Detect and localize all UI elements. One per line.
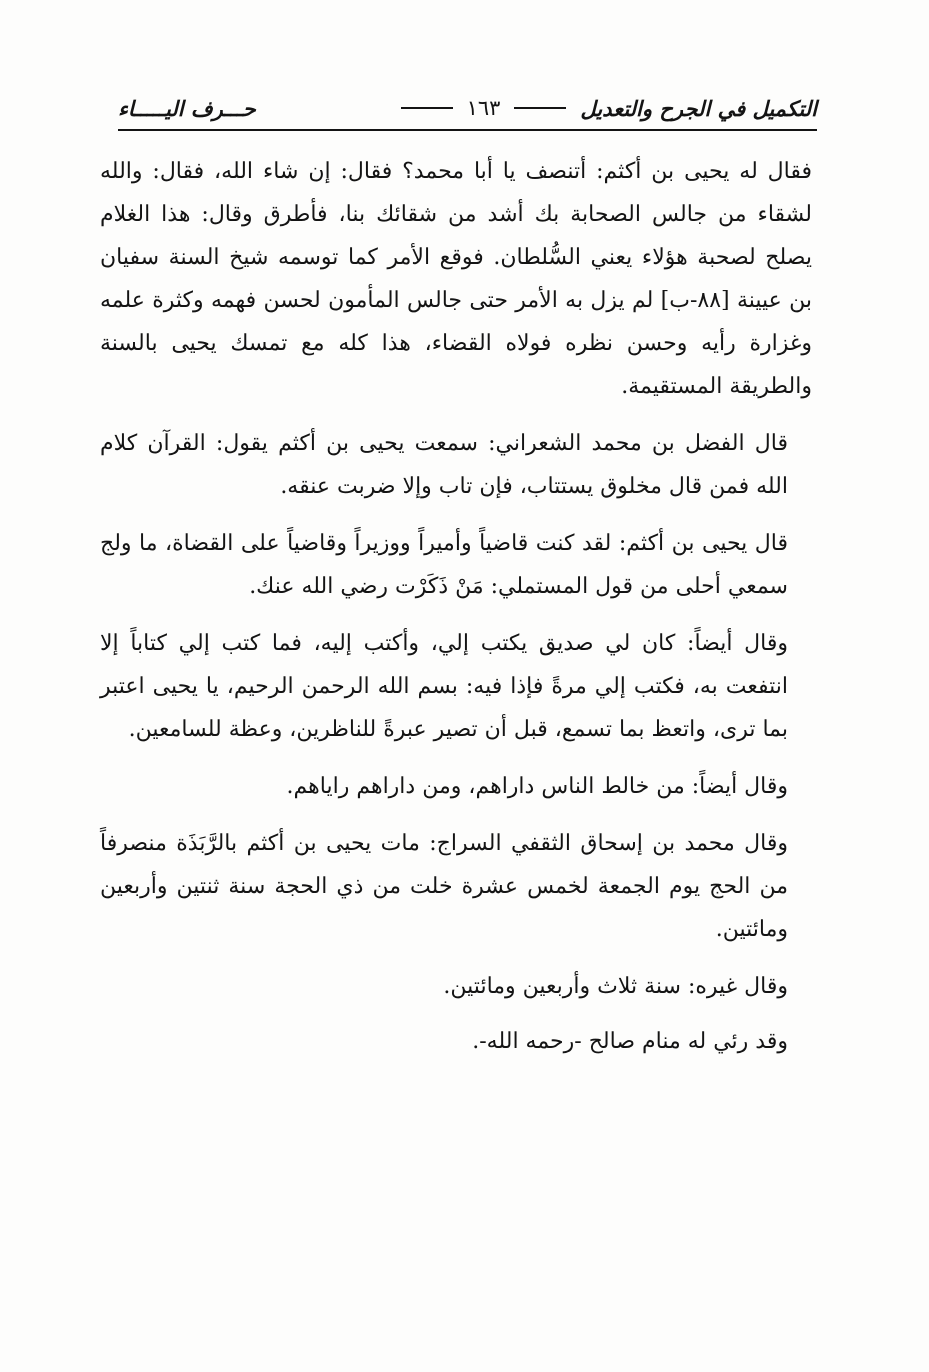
page-number: ١٦٣ bbox=[466, 96, 501, 120]
paragraph: قال يحيى بن أكثم: لقد كنت قاضياً وأميراً ووزيراً وقاضياً على القضاة، ما ولج سمعي أحلى من قول المستملي: مَنْ ذَكَرْت رضي الله عنك. bbox=[100, 531, 788, 599]
paragraph: فقال له يحيى بن أكثم: أتنصف يا أبا محمد؟ فقال: إن شاء الله، فقال: والله لشقاء من جالس الصحابة بك أشد من شقائك بنا، فأطرق وقال: هذا الغلام يصلح لصحبة هؤلاء يعني السُّلطان. فوقع الأمر كما توسمه شيخ السنة سفيان بن عيينة [٨٨-ب] لم يزل به الأمر حتى جالس المأمون لحسن فهمه وكثرة علمه وغزارة رأيه وحسن نظره فولاه القضاء، هذا كله مع تمسك يحيى بالسنة والطريقة المستقيمة. bbox=[100, 159, 812, 399]
header-dash bbox=[401, 107, 453, 109]
header-rule bbox=[118, 129, 817, 131]
paragraph: قال الفضل بن محمد الشعراني: سمعت يحيى بن أكثم يقول: القرآن كلام الله فمن قال مخلوق يستتاب، فإن تاب وإلا ضربت عنقه. bbox=[100, 431, 788, 499]
running-header bbox=[118, 88, 817, 128]
header-title-group bbox=[401, 96, 817, 121]
section-title: حـــرف اليـــــاء bbox=[118, 95, 256, 121]
paragraph: وقد رئي له منام صالح -رحمه الله-. bbox=[472, 1029, 788, 1054]
page-body bbox=[100, 150, 812, 1075]
paragraph: وقال غيره: سنة ثلاث وأربعين ومائتين. bbox=[443, 974, 788, 999]
book-title: التكميل في الجرح والتعديل bbox=[580, 95, 817, 121]
paragraph: وقال محمد بن إسحاق الثقفي السراج: مات يحيى بن أكثم بالرَّبَذَة منصرفاً من الحج يوم الجمعة لخمس عشرة خلت من ذي الحجة سنة ثنتين وأربعين ومائتين. bbox=[100, 831, 788, 942]
header-dash bbox=[514, 107, 566, 109]
paragraph: وقال أيضاً: كان لي صديق يكتب إلي، وأكتب إليه، فما كتب إلي كتاباً إلا انتفعت به، فكتب إلي مرةً فإذا فيه: بسم الله الرحمن الرحيم، يا يحيى اعتبر بما ترى، واتعظ بما تسمع، قبل أن تصير عبرةً للناظرين، وعظة للسامعين. bbox=[100, 631, 788, 742]
paragraph: وقال أيضاً: من خالط الناس داراهم، ومن داراهم راياهم. bbox=[286, 774, 788, 799]
